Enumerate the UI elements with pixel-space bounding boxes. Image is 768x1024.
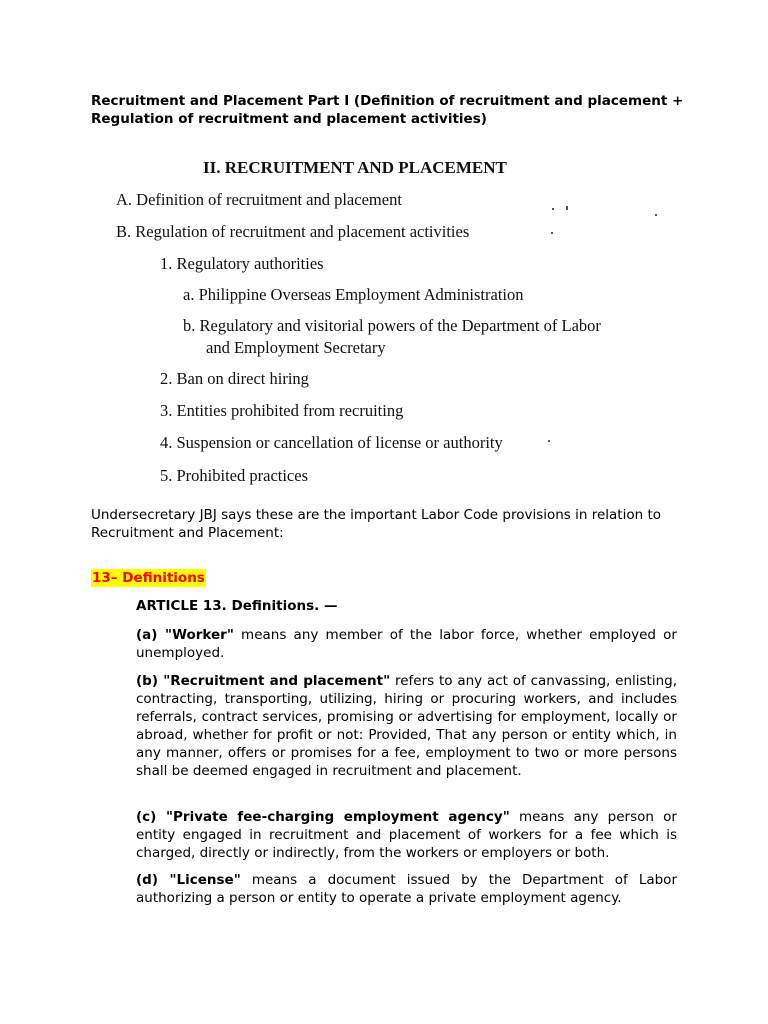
scanned-outline-image [110,150,690,500]
definition-text: means any member of the labor force, whether employed or unemployed. [136,627,677,661]
definition-text: refers to any act of canvassing, enlisting, contracting, transporting, utilizing, hiring or procuring workers, and includes referrals, contract services, promising or advertising for employment, locally or abroad, whether for profit or not: Provided, That any person or entity which, in any manner, offers or promises for a fee, employment to two or more persons shall be deemed engaged in recruitment and placement. [136,673,678,779]
definition-text: means a document issued by the Department of Labor authorizing a person or entity to operate a private employment agency. [136,872,677,906]
definition-term: (c) "Private fee-charging employment agency" [136,809,510,825]
section-heading-highlighted: 13– Definitions [92,570,205,586]
outline-item-4: 4. Suspension or cancellation of license or authority [160,433,503,452]
article-title: ARTICLE 13. Definitions. — [136,598,338,614]
definition-worker [136,626,677,662]
outline-item-1b: b. Regulatory and visitorial powers of the Department of Labor [183,316,601,335]
outline-item-1: 1. Regulatory authorities [160,254,324,273]
definition-fee-charging-agency [136,808,677,862]
scan-speck [551,232,553,234]
outline-item-2: 2. Ban on direct hiring [160,369,309,388]
outline-item-5: 5. Prohibited practices [160,466,309,485]
outline-item-3: 3. Entities prohibited from recruiting [160,401,404,420]
definition-license [136,871,677,907]
definition-text: means any person or entity engaged in recruitment and placement of workers for a fee which is charged, directly or indirectly, from the workers or employers or both. [136,809,677,861]
outline-item-1b-cont: and Employment Secretary [206,338,386,357]
scan-speck [552,208,554,210]
outline-item-1a: a. Philippine Overseas Employment Administration [183,285,524,304]
outline-item-a: A. Definition of recruitment and placement [116,190,402,209]
outline-heading: II. RECRUITMENT AND PLACEMENT [203,158,507,177]
definition-term: (b) "Recruitment and placement" [136,673,391,689]
scan-speck [566,206,568,210]
intro-paragraph: Undersecretary JBJ says these are the important Labor Code provisions in relation to Recruitment and Placement: [91,507,662,541]
outline-item-b: B. Regulation of recruitment and placement activities [116,222,470,241]
definition-term: (a) "Worker" [136,627,234,643]
document-title: Recruitment and Placement Part I (Definition of recruitment and placement + Regulation of recruitment and placement activities) [91,93,684,127]
definition-recruitment-placement [136,672,677,780]
definition-term: (d) "License" [136,872,241,888]
scan-speck [548,440,550,442]
scan-speck [655,214,657,216]
